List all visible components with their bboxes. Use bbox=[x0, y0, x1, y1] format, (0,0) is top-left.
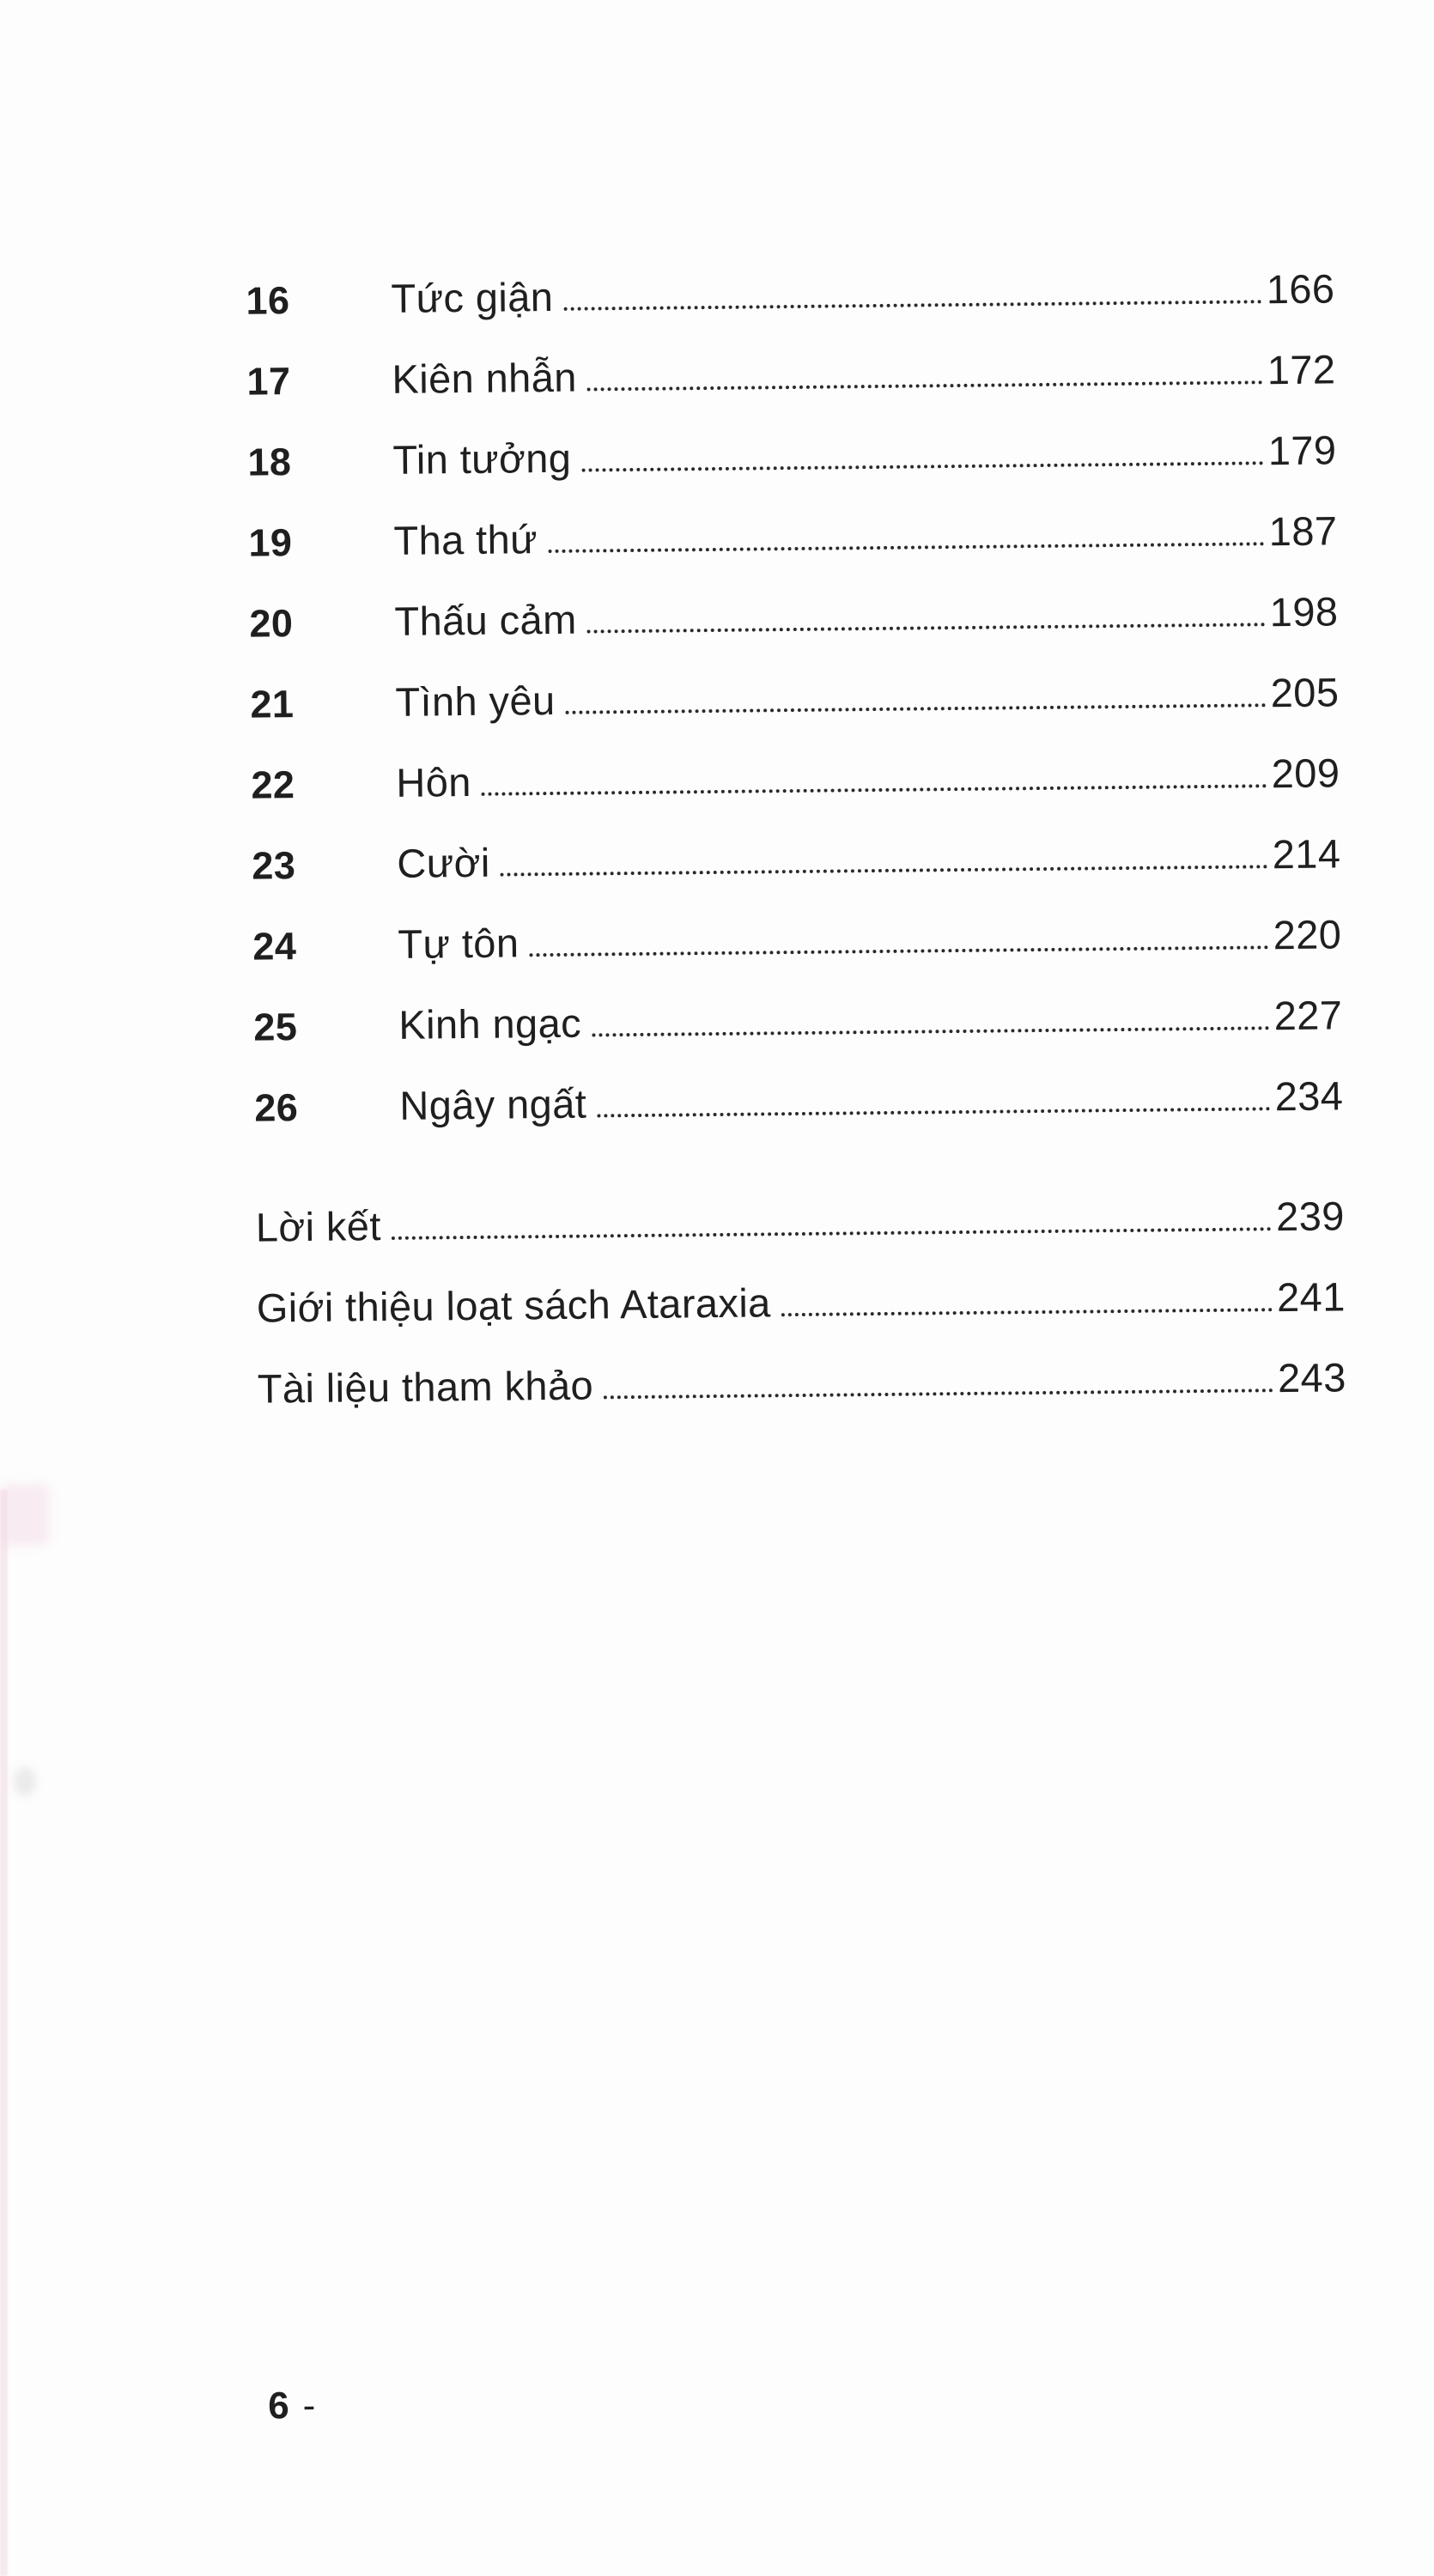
chapter-title: Cười bbox=[397, 839, 490, 886]
toc-entry bbox=[246, 331, 1336, 423]
toc-entry bbox=[257, 1340, 1346, 1431]
toc-entry bbox=[252, 816, 1341, 908]
dot-leader bbox=[482, 784, 1267, 796]
scan-artifact-mark bbox=[14, 1767, 36, 1796]
section-title: Giới thiệu loạt sách Ataraxia bbox=[256, 1279, 771, 1331]
chapter-number: 22 bbox=[251, 762, 295, 807]
dot-leader bbox=[548, 542, 1265, 553]
chapter-page-number: 234 bbox=[1274, 1072, 1344, 1120]
chapter-page-number: 205 bbox=[1270, 669, 1340, 716]
chapter-page-number: 179 bbox=[1267, 427, 1337, 474]
toc-entry bbox=[253, 977, 1343, 1069]
chapter-number: 24 bbox=[252, 924, 297, 969]
dot-leader bbox=[597, 1107, 1271, 1117]
footer-page-number: 6 bbox=[267, 2385, 291, 2427]
toc-entry bbox=[255, 1178, 1345, 1270]
section-page-number: 243 bbox=[1277, 1354, 1346, 1401]
chapter-title: Kiên nhẫn bbox=[392, 354, 578, 402]
chapter-page-number: 214 bbox=[1272, 830, 1341, 878]
dot-leader bbox=[566, 703, 1267, 714]
section-page-number: 239 bbox=[1275, 1193, 1346, 1240]
toc-entry bbox=[256, 1259, 1346, 1351]
chapter-title: Hôn bbox=[396, 758, 472, 805]
chapter-number: 20 bbox=[249, 601, 294, 646]
toc-entry bbox=[246, 251, 1335, 343]
chapter-number: 23 bbox=[252, 843, 296, 888]
chapter-title: Tức giận bbox=[391, 273, 554, 321]
toc-entry bbox=[249, 574, 1339, 665]
toc-entry bbox=[247, 412, 1337, 504]
chapter-title: Tình yêu bbox=[395, 677, 556, 725]
chapter-title: Ngây ngất bbox=[399, 1080, 587, 1128]
chapter-number: 17 bbox=[246, 359, 291, 404]
dot-leader bbox=[529, 945, 1268, 957]
dot-leader bbox=[501, 865, 1268, 876]
chapter-title: Thấu cảm bbox=[394, 596, 577, 644]
back-matter-list bbox=[255, 1178, 1346, 1431]
dot-leader bbox=[592, 1026, 1270, 1036]
chapter-number: 21 bbox=[250, 682, 295, 726]
chapter-title: Tự tôn bbox=[398, 920, 520, 967]
section-title: Tài liệu tham khảo bbox=[257, 1362, 594, 1412]
chapter-page-number: 227 bbox=[1273, 992, 1343, 1039]
toc-entry bbox=[252, 896, 1342, 988]
section-title: Lời kết bbox=[255, 1203, 382, 1250]
dot-leader bbox=[392, 1227, 1272, 1240]
chapter-number: 25 bbox=[253, 1005, 298, 1049]
page-footer bbox=[268, 2385, 318, 2428]
toc-entry bbox=[251, 735, 1340, 827]
chapter-page-number: 198 bbox=[1269, 588, 1339, 635]
toc-entry bbox=[250, 654, 1340, 746]
dot-leader bbox=[587, 380, 1263, 391]
footer-dash: - bbox=[302, 2384, 318, 2427]
toc-entry bbox=[254, 1058, 1344, 1150]
chapter-number: 16 bbox=[246, 278, 290, 323]
dot-leader bbox=[581, 461, 1264, 471]
chapter-page-number: 166 bbox=[1266, 265, 1335, 313]
chapter-page-number: 172 bbox=[1267, 346, 1336, 393]
chapter-page-number: 220 bbox=[1273, 911, 1342, 958]
dot-leader bbox=[587, 623, 1266, 633]
dot-leader bbox=[781, 1308, 1273, 1316]
chapter-title: Kinh ngạc bbox=[398, 999, 582, 1048]
toc-entry bbox=[248, 493, 1338, 585]
chapter-page-number: 187 bbox=[1268, 507, 1338, 555]
scan-artifact-strip bbox=[0, 1490, 8, 2576]
dot-leader bbox=[604, 1388, 1273, 1399]
chapter-page-number: 209 bbox=[1271, 750, 1340, 797]
chapter-list bbox=[246, 251, 1344, 1150]
chapter-number: 18 bbox=[247, 440, 292, 484]
chapter-title: Tha thứ bbox=[393, 516, 538, 563]
chapter-title: Tin tưởng bbox=[392, 434, 572, 483]
chapter-number: 19 bbox=[248, 520, 293, 565]
section-page-number: 241 bbox=[1276, 1273, 1346, 1321]
dot-leader bbox=[563, 300, 1262, 311]
chapter-number: 26 bbox=[254, 1085, 299, 1130]
